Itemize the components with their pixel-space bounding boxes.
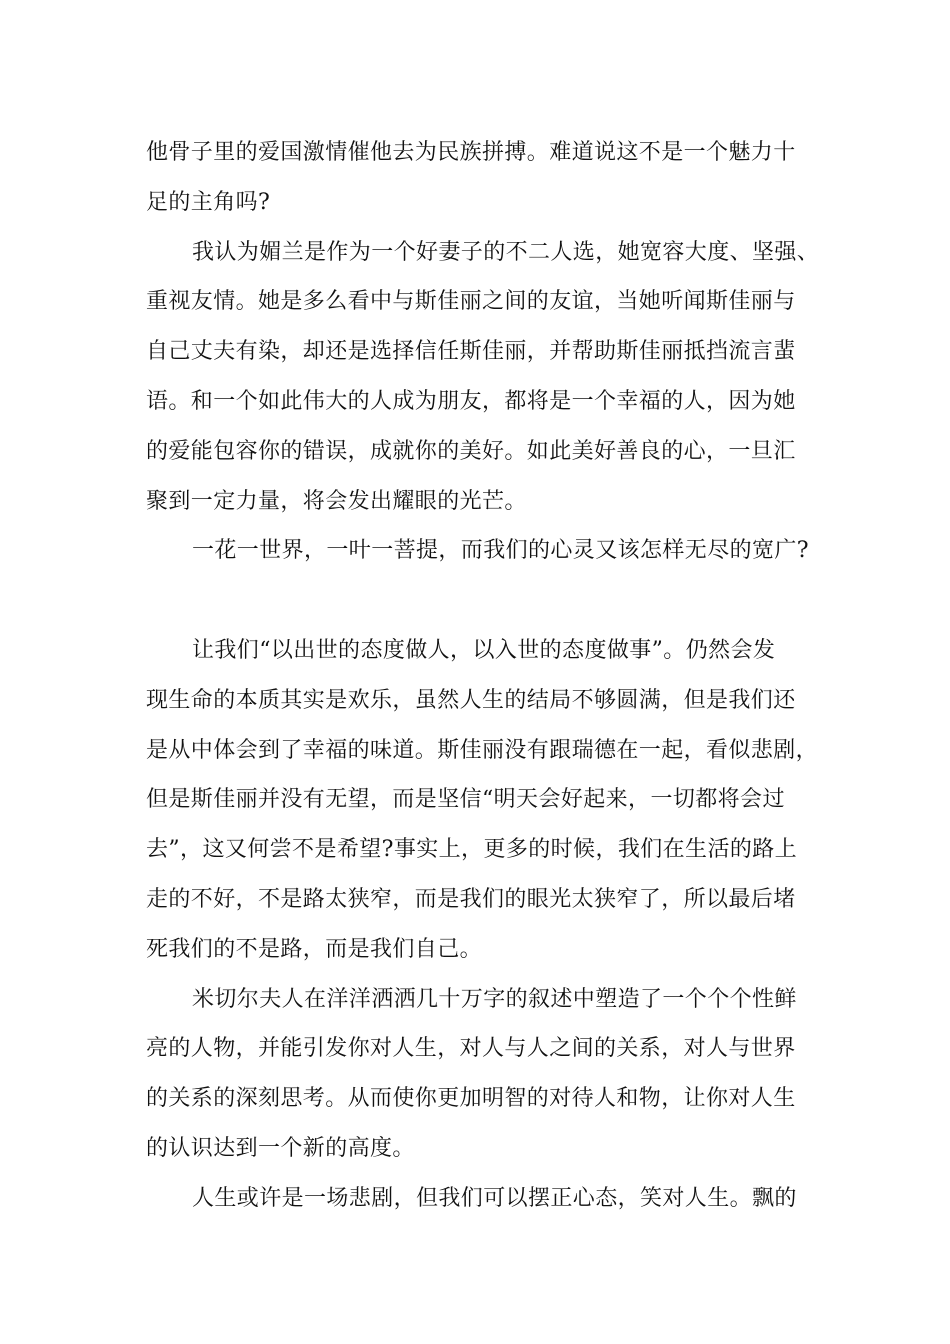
text-line: 的爱能包容你的错误，成就你的美好。如此美好善良的心，一旦汇: [146, 438, 796, 464]
text-line: 是从中体会到了幸福的味道。斯佳丽没有跟瑞德在一起，看似悲剧，: [146, 737, 819, 763]
text-line: 语。和一个如此伟大的人成为朋友，都将是一个幸福的人，因为她: [146, 388, 796, 414]
text-line: 亮的人物，并能引发你对人生，对人与人之间的关系，对人与世界: [146, 1036, 796, 1062]
text-line: 聚到一定力量，将会发出耀眼的光芒。: [146, 488, 527, 514]
paragraph-first-line: 一花一世界，一叶一菩提，而我们的心灵又该怎样无尽的宽广?: [192, 538, 809, 564]
text-line: 死我们的不是路，而是我们自己。: [146, 936, 483, 962]
text-line: 走的不好，不是路太狭窄，而是我们的眼光太狭窄了，所以最后堵: [146, 886, 796, 912]
text-line: 自己丈夫有染，却还是选择信任斯佳丽，并帮助斯佳丽抵挡流言蜚: [146, 339, 796, 365]
text-line: 去”，这又何尝不是希望?事实上，更多的时候，我们在生活的路上: [146, 837, 798, 863]
text-line: 现生命的本质其实是欢乐，虽然人生的结局不够圆满，但是我们还: [146, 687, 796, 713]
text-line: 的关系的深刻思考。从而使你更加明智的对待人和物，让你对人生: [146, 1086, 796, 1112]
text-line: 的认识达到一个新的高度。: [146, 1135, 415, 1161]
text-line: 但是斯佳丽并没有无望，而是坚信“明天会好起来，一切都将会过: [146, 787, 785, 813]
paragraph-first-line: 我认为媚兰是作为一个好妻子的不二人选，她宽容大度、坚强、: [192, 239, 820, 265]
paragraph-first-line: 米切尔夫人在洋洋洒洒几十万字的叙述中塑造了一个个个性鲜: [192, 986, 797, 1012]
document-body: [146, 128, 822, 1224]
paragraph-spacer: [146, 576, 822, 626]
text-line: 重视友情。她是多么看中与斯佳丽之间的友谊，当她听闻斯佳丽与: [146, 289, 796, 315]
paragraph-first-line: 人生或许是一场悲剧，但我们可以摆正心态，笑对人生。飘的: [192, 1185, 797, 1211]
text-line: 足的主角吗?: [146, 189, 271, 215]
text-line: 他骨子里的爱国激情催他去为民族拼搏。难道说这不是一个魅力十: [146, 140, 796, 165]
paragraph-first-line: 让我们“以出世的态度做人，以入世的态度做事”。仍然会发: [192, 637, 776, 663]
